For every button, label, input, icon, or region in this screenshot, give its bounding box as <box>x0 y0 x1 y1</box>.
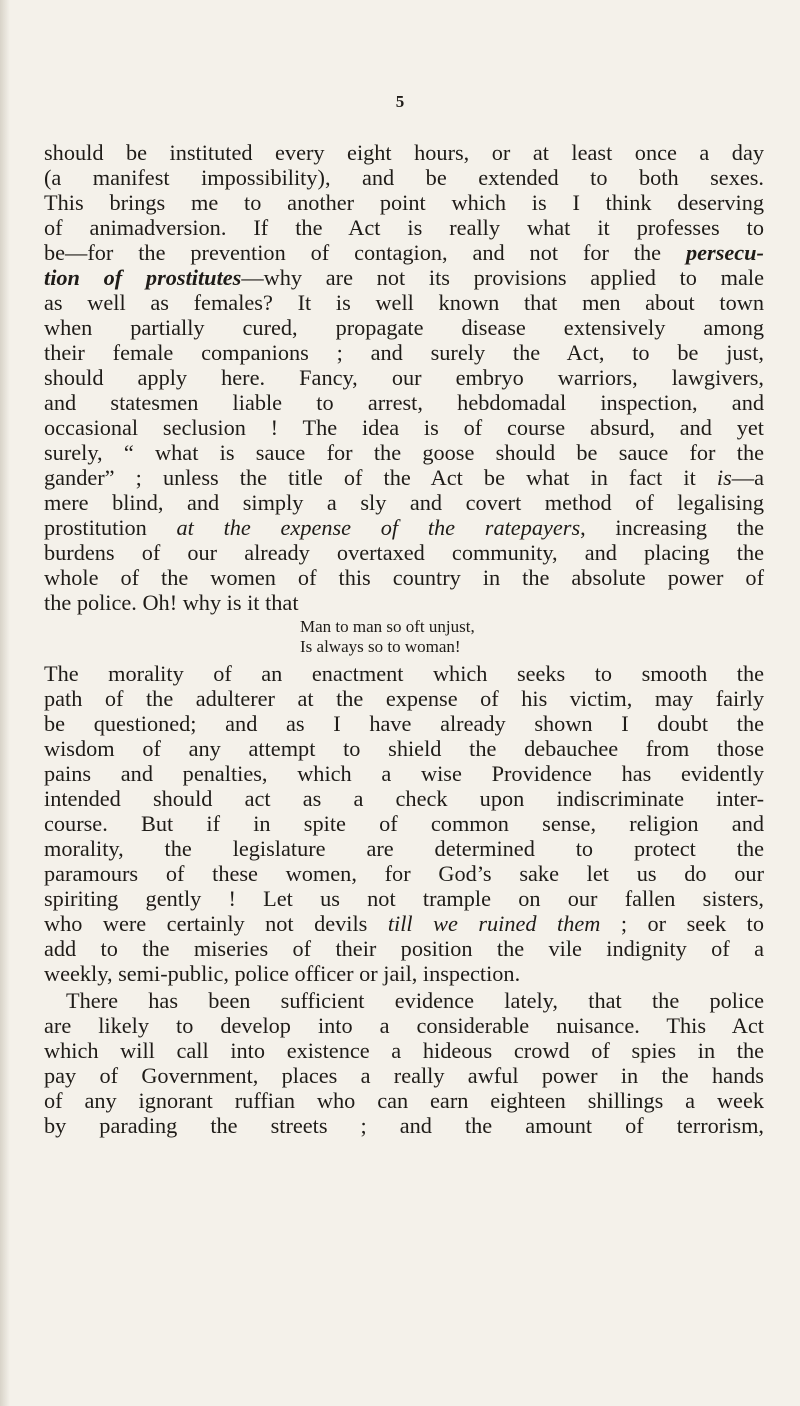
text-line: and statesmen liable to arrest, hebdomadal inspection, and <box>44 390 764 415</box>
text-run: gander” ; unless the title of the Act be what in fact it <box>44 465 717 490</box>
text-line: The morality of an enactment which seeks to smooth the <box>44 661 764 686</box>
text-line: There has been sufficient evidence lately, that the police <box>66 988 764 1013</box>
paragraph-3 <box>44 988 764 1138</box>
text-line: course. But if in spite of common sense, religion and <box>44 811 764 836</box>
text-run: —why are not its provisions applied to male <box>241 265 764 290</box>
text-line: their female companions ; and surely the Act, to be just, <box>44 340 764 365</box>
text-run: —a <box>731 465 764 490</box>
emphasis-text: persecu- <box>685 240 764 265</box>
paragraph-1 <box>44 140 764 615</box>
verse-line: Man to man so oft unjust, <box>300 617 475 636</box>
text-line: paramours of these women, for God’s sake let us do our <box>44 861 764 886</box>
text-line: mere blind, and simply a sly and covert method of legalising <box>44 490 764 515</box>
verse-quotation <box>300 617 764 657</box>
text-run: prostitution <box>44 515 177 540</box>
text-line: of animadversion. If the Act is really what it professes to <box>44 215 764 240</box>
text-line: should apply here. Fancy, our embryo warriors, lawgivers, <box>44 365 764 390</box>
text-line: burdens of our already overtaxed community, and placing the <box>44 540 764 565</box>
text-line: which will call into existence a hideous crowd of spies in the <box>44 1038 764 1063</box>
text-line: weekly, semi-public, police officer or jail, inspection. <box>44 961 521 986</box>
emphasis-text: till we ruined them <box>387 911 601 936</box>
text-line: by parading the streets ; and the amount of terrorism, <box>44 1113 764 1138</box>
body-text <box>44 140 764 1138</box>
emphasis-text: tion of prostitutes <box>44 265 242 290</box>
text-run: be—for the prevention of contagion, and not for the <box>44 240 686 265</box>
text-line: path of the adulterer at the expense of his victim, may fairly <box>44 686 764 711</box>
text-run: , increasing the <box>580 515 764 540</box>
page-edge <box>0 0 10 1406</box>
text-run: ; or seek to <box>600 911 765 936</box>
text-line <box>44 265 764 290</box>
text-line: wisdom of any attempt to shield the debauchee from those <box>44 736 764 761</box>
text-line: occasional seclusion ! The idea is of course absurd, and yet <box>44 415 764 440</box>
text-line: surely, “ what is sauce for the goose should be sauce for the <box>44 440 764 465</box>
text-line: as well as females? It is well known that men about town <box>44 290 764 315</box>
text-line <box>44 911 764 936</box>
text-run: who were certainly not devils <box>44 911 388 936</box>
paragraph-2 <box>44 661 764 986</box>
text-line <box>44 240 764 265</box>
text-line: when partially cured, propagate disease extensively among <box>44 315 764 340</box>
text-line: should be instituted every eight hours, or at least once a day <box>44 140 764 165</box>
text-line: This brings me to another point which is I think deserving <box>44 190 764 215</box>
emphasis-text: at the expense of the ratepayers <box>176 515 581 540</box>
verse-line: Is always so to woman! <box>300 637 461 656</box>
page-number: 5 <box>395 92 405 111</box>
text-line <box>44 515 764 540</box>
emphasis-text: is <box>716 465 732 490</box>
text-line: of any ignorant ruffian who can earn eighteen shillings a week <box>44 1088 764 1113</box>
text-line: pains and penalties, which a wise Providence has evidently <box>44 761 764 786</box>
text-line: the police. Oh! why is it that <box>44 590 299 615</box>
text-line: are likely to develop into a considerable nuisance. This Act <box>44 1013 764 1038</box>
text-line: pay of Government, places a really awful power in the hands <box>44 1063 764 1088</box>
text-line: add to the miseries of their position the vile indignity of a <box>44 936 764 961</box>
text-line: (a manifest impossibility), and be extended to both sexes. <box>44 165 764 190</box>
text-line: morality, the legislature are determined to protect the <box>44 836 764 861</box>
text-line: whole of the women of this country in the absolute power of <box>44 565 764 590</box>
text-line: intended should act as a check upon indiscriminate inter- <box>44 786 764 811</box>
text-line: be questioned; and as I have already shown I doubt the <box>44 711 764 736</box>
text-line <box>44 465 764 490</box>
text-line: spiriting gently ! Let us not trample on our fallen sisters, <box>44 886 764 911</box>
